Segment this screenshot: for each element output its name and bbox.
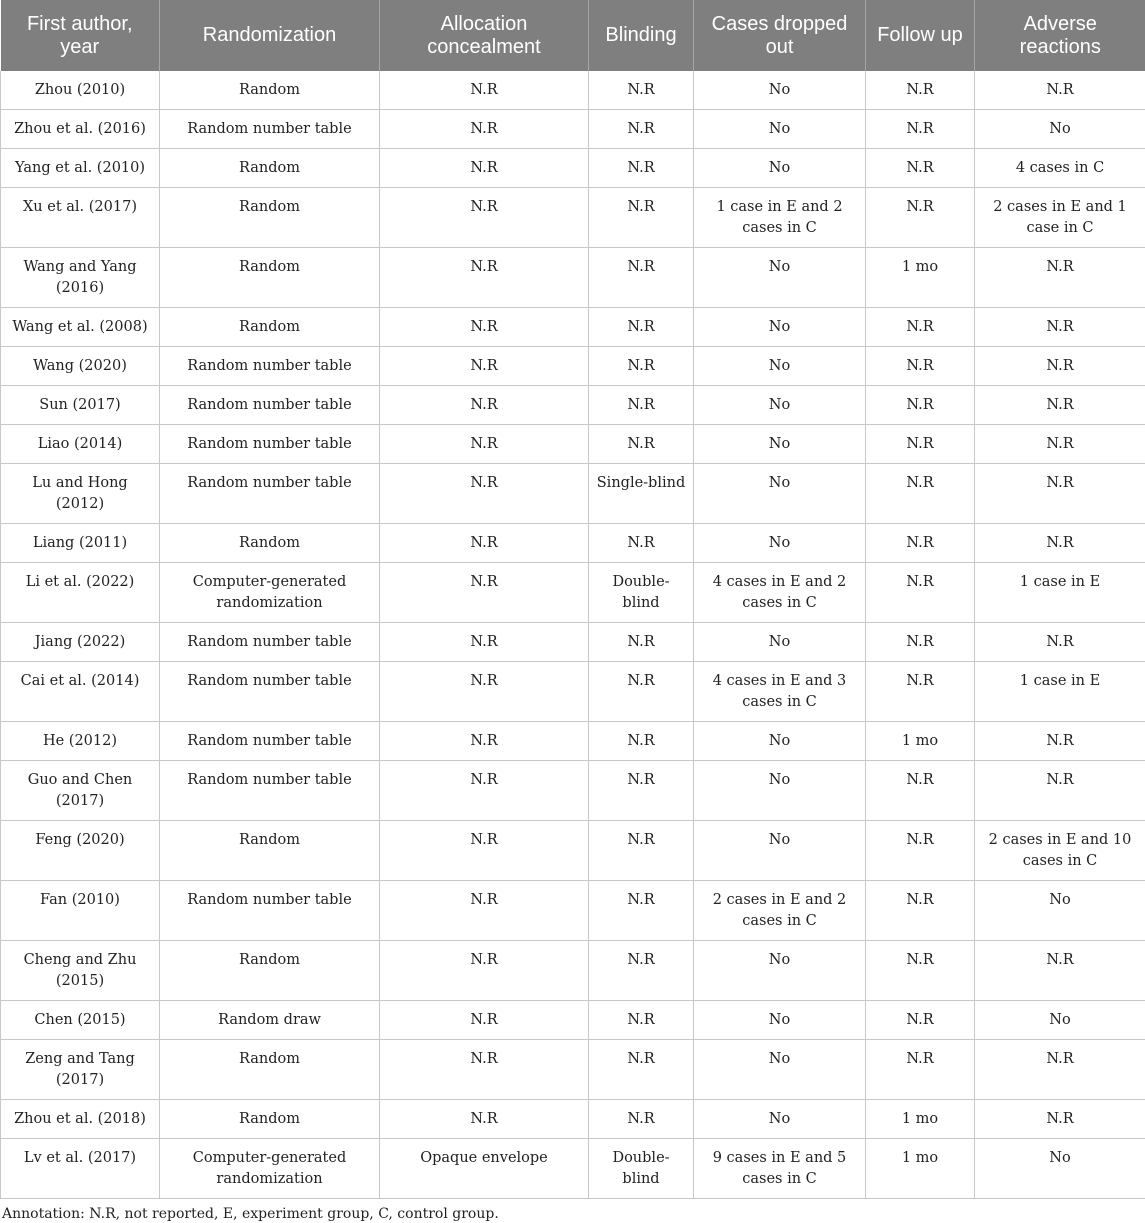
cell-follow-up: N.R [866,1040,975,1100]
cell-randomization: Random [160,1100,380,1139]
cell-adverse-reactions: No [975,1139,1145,1199]
cell-blinding: N.R [589,71,694,110]
table-annotation: Annotation: N.R, not reported, E, experiment group, C, control group. [0,1199,1145,1223]
cell-cases-dropped-out: No [694,821,866,881]
cell-randomization: Random number table [160,464,380,524]
cell-author-year: Lu and Hong (2012) [1,464,160,524]
cell-adverse-reactions: N.R [975,425,1145,464]
cell-randomization: Random [160,308,380,347]
cell-follow-up: 1 mo [866,722,975,761]
cell-cases-dropped-out: No [694,347,866,386]
cell-cases-dropped-out: No [694,524,866,563]
cell-cases-dropped-out: No [694,464,866,524]
cell-author-year: Cheng and Zhu (2015) [1,941,160,1001]
cell-randomization: Random [160,821,380,881]
cell-allocation-concealment: N.R [380,1040,589,1100]
table-row [1,563,1145,623]
table-row [1,881,1145,941]
cell-cases-dropped-out: No [694,425,866,464]
cell-follow-up: N.R [866,188,975,248]
table-row [1,662,1145,722]
table-row [1,623,1145,662]
table-row [1,386,1145,425]
cell-allocation-concealment: N.R [380,347,589,386]
cell-blinding: N.R [589,524,694,563]
cell-follow-up: N.R [866,662,975,722]
cell-adverse-reactions: 4 cases in C [975,149,1145,188]
cell-follow-up: N.R [866,149,975,188]
cell-cases-dropped-out: 4 cases in E and 2 cases in C [694,563,866,623]
cell-blinding: Single-blind [589,464,694,524]
cell-cases-dropped-out: No [694,1100,866,1139]
cell-randomization: Random number table [160,662,380,722]
cell-cases-dropped-out: No [694,248,866,308]
cell-allocation-concealment: N.R [380,386,589,425]
cell-author-year: Sun (2017) [1,386,160,425]
cell-cases-dropped-out: 1 case in E and 2 cases in C [694,188,866,248]
table-body [1,71,1145,1199]
cell-randomization: Random number table [160,386,380,425]
header-adverse-reactions: Adverse reactions [975,0,1145,71]
cell-blinding: N.R [589,149,694,188]
cell-allocation-concealment: N.R [380,623,589,662]
cell-author-year: Cai et al. (2014) [1,662,160,722]
cell-adverse-reactions: N.R [975,248,1145,308]
cell-randomization: Random [160,188,380,248]
cell-allocation-concealment: N.R [380,563,589,623]
cell-randomization: Random [160,71,380,110]
cell-author-year: Lv et al. (2017) [1,1139,160,1199]
cell-cases-dropped-out: No [694,722,866,761]
cell-adverse-reactions: N.R [975,524,1145,563]
cell-allocation-concealment: N.R [380,425,589,464]
cell-author-year: Liang (2011) [1,524,160,563]
cell-cases-dropped-out: 4 cases in E and 3 cases in C [694,662,866,722]
cell-author-year: Yang et al. (2010) [1,149,160,188]
cell-randomization: Random number table [160,347,380,386]
cell-adverse-reactions: N.R [975,941,1145,1001]
cell-cases-dropped-out: No [694,941,866,1001]
cell-allocation-concealment: Opaque envelope [380,1139,589,1199]
cell-cases-dropped-out: No [694,1001,866,1040]
table-row [1,71,1145,110]
cell-follow-up: N.R [866,308,975,347]
cell-author-year: Zhou (2010) [1,71,160,110]
cell-allocation-concealment: N.R [380,524,589,563]
cell-randomization: Random [160,248,380,308]
cell-follow-up: 1 mo [866,248,975,308]
cell-follow-up: N.R [866,425,975,464]
cell-author-year: Zhou et al. (2018) [1,1100,160,1139]
header-allocation-concealment: Allocation concealment [380,0,589,71]
table-row [1,1040,1145,1100]
cell-adverse-reactions: N.R [975,386,1145,425]
header-blinding: Blinding [589,0,694,71]
table-row [1,464,1145,524]
cell-author-year: Zhou et al. (2016) [1,110,160,149]
cell-adverse-reactions: N.R [975,308,1145,347]
cell-blinding: N.R [589,662,694,722]
cell-allocation-concealment: N.R [380,881,589,941]
table-row [1,1001,1145,1040]
cell-follow-up: N.R [866,761,975,821]
cell-allocation-concealment: N.R [380,188,589,248]
cell-cases-dropped-out: No [694,149,866,188]
cell-adverse-reactions: No [975,110,1145,149]
cell-author-year: Wang and Yang (2016) [1,248,160,308]
table-row [1,425,1145,464]
cell-blinding: N.R [589,1100,694,1139]
cell-blinding: N.R [589,308,694,347]
cell-blinding: Double-blind [589,1139,694,1199]
cell-cases-dropped-out: No [694,71,866,110]
cell-blinding: N.R [589,386,694,425]
cell-blinding: N.R [589,425,694,464]
cell-allocation-concealment: N.R [380,761,589,821]
cell-allocation-concealment: N.R [380,71,589,110]
cell-author-year: Guo and Chen (2017) [1,761,160,821]
cell-cases-dropped-out: No [694,308,866,347]
cell-allocation-concealment: N.R [380,941,589,1001]
cell-cases-dropped-out: 2 cases in E and 2 cases in C [694,881,866,941]
cell-blinding: N.R [589,1040,694,1100]
cell-allocation-concealment: N.R [380,722,589,761]
header-first-author-year: First author, year [1,0,160,71]
cell-adverse-reactions: N.R [975,347,1145,386]
table-row [1,722,1145,761]
cell-follow-up: N.R [866,881,975,941]
cell-adverse-reactions: N.R [975,623,1145,662]
header-randomization: Randomization [160,0,380,71]
cell-adverse-reactions: 1 case in E [975,563,1145,623]
cell-randomization: Random number table [160,623,380,662]
table-header [1,0,1145,71]
cell-allocation-concealment: N.R [380,248,589,308]
cell-randomization: Computer-generated randomization [160,1139,380,1199]
cell-follow-up: N.R [866,563,975,623]
cell-cases-dropped-out: No [694,761,866,821]
cell-randomization: Random number table [160,761,380,821]
cell-blinding: N.R [589,188,694,248]
cell-randomization: Random number table [160,425,380,464]
cell-author-year: Chen (2015) [1,1001,160,1040]
cell-blinding: N.R [589,941,694,1001]
cell-blinding: N.R [589,248,694,308]
cell-cases-dropped-out: No [694,386,866,425]
cell-cases-dropped-out: No [694,1040,866,1100]
cell-author-year: Fan (2010) [1,881,160,941]
cell-adverse-reactions: 2 cases in E and 10 cases in C [975,821,1145,881]
cell-blinding: N.R [589,110,694,149]
cell-follow-up: N.R [866,623,975,662]
cell-author-year: Li et al. (2022) [1,563,160,623]
table-row [1,524,1145,563]
cell-author-year: Liao (2014) [1,425,160,464]
cell-follow-up: N.R [866,347,975,386]
cell-follow-up: N.R [866,1001,975,1040]
cell-follow-up: N.R [866,821,975,881]
table-row [1,1100,1145,1139]
table-row [1,308,1145,347]
table-row [1,761,1145,821]
cell-author-year: Zeng and Tang (2017) [1,1040,160,1100]
cell-adverse-reactions: N.R [975,1040,1145,1100]
cell-adverse-reactions: N.R [975,722,1145,761]
table-row [1,248,1145,308]
cell-author-year: Xu et al. (2017) [1,188,160,248]
cell-allocation-concealment: N.R [380,464,589,524]
cell-adverse-reactions: No [975,1001,1145,1040]
cell-follow-up: N.R [866,71,975,110]
cell-randomization: Random [160,149,380,188]
table-row [1,149,1145,188]
cell-allocation-concealment: N.R [380,1100,589,1139]
cell-adverse-reactions: N.R [975,464,1145,524]
cell-allocation-concealment: N.R [380,1001,589,1040]
header-cases-dropped-out: Cases dropped out [694,0,866,71]
cell-follow-up: N.R [866,464,975,524]
cell-allocation-concealment: N.R [380,149,589,188]
cell-blinding: N.R [589,722,694,761]
cell-blinding: N.R [589,881,694,941]
header-row [1,0,1145,71]
cell-follow-up: N.R [866,386,975,425]
cell-author-year: He (2012) [1,722,160,761]
cell-randomization: Random number table [160,110,380,149]
table-row [1,821,1145,881]
cell-randomization: Random number table [160,722,380,761]
cell-adverse-reactions: 1 case in E [975,662,1145,722]
cell-follow-up: N.R [866,524,975,563]
cell-adverse-reactions: No [975,881,1145,941]
cell-randomization: Random [160,1040,380,1100]
cell-allocation-concealment: N.R [380,821,589,881]
cell-cases-dropped-out: 9 cases in E and 5 cases in C [694,1139,866,1199]
cell-cases-dropped-out: No [694,110,866,149]
cell-follow-up: N.R [866,110,975,149]
cell-blinding: N.R [589,623,694,662]
cell-allocation-concealment: N.R [380,662,589,722]
table-row [1,110,1145,149]
cell-randomization: Random [160,941,380,1001]
cell-follow-up: 1 mo [866,1139,975,1199]
cell-adverse-reactions: N.R [975,71,1145,110]
cell-adverse-reactions: 2 cases in E and 1 case in C [975,188,1145,248]
cell-adverse-reactions: N.R [975,761,1145,821]
cell-author-year: Wang et al. (2008) [1,308,160,347]
header-follow-up: Follow up [866,0,975,71]
cell-cases-dropped-out: No [694,623,866,662]
cell-blinding: Double-blind [589,563,694,623]
cell-author-year: Feng (2020) [1,821,160,881]
cell-author-year: Jiang (2022) [1,623,160,662]
table-row [1,347,1145,386]
cell-blinding: N.R [589,347,694,386]
cell-randomization: Computer-generated randomization [160,563,380,623]
cell-randomization: Random draw [160,1001,380,1040]
cell-blinding: N.R [589,1001,694,1040]
table-row [1,188,1145,248]
cell-follow-up: N.R [866,941,975,1001]
cell-adverse-reactions: N.R [975,1100,1145,1139]
cell-allocation-concealment: N.R [380,110,589,149]
cell-author-year: Wang (2020) [1,347,160,386]
cell-blinding: N.R [589,821,694,881]
table-row [1,941,1145,1001]
cell-randomization: Random [160,524,380,563]
cell-follow-up: 1 mo [866,1100,975,1139]
cell-blinding: N.R [589,761,694,821]
table-row [1,1139,1145,1199]
cell-allocation-concealment: N.R [380,308,589,347]
cell-randomization: Random number table [160,881,380,941]
